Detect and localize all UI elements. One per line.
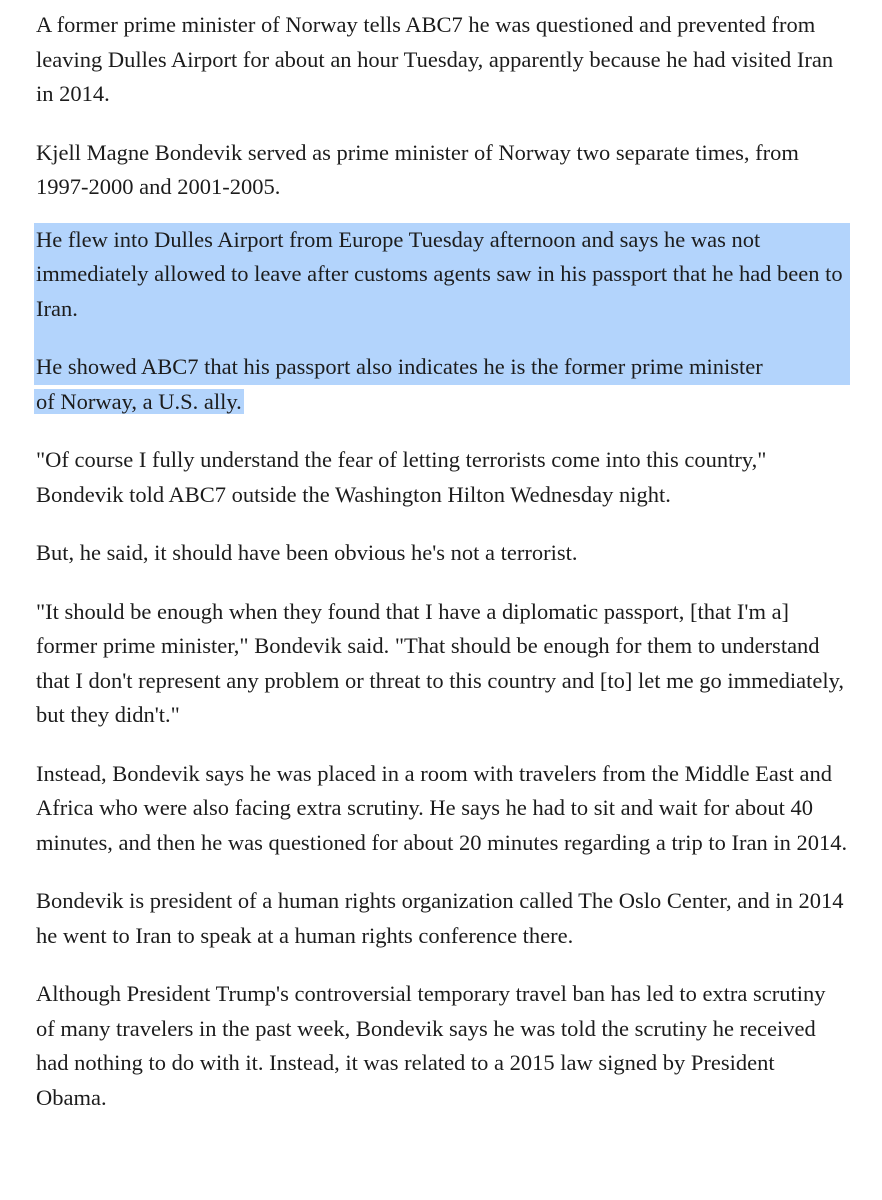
- paragraph-oslo-center: Bondevik is president of a human rights organization called The Oslo Center, and in 2014 he went to Iran to speak at a human rights conference there.: [36, 888, 844, 948]
- selected-text-block[interactable]: [36, 223, 848, 420]
- selected-line-2: of Norway, a U.S. ally.: [36, 388, 242, 414]
- paragraph-not-terrorist: But, he said, it should have been obvious he's not a terrorist.: [36, 540, 578, 565]
- paragraph-intro: A former prime minister of Norway tells ABC7 he was questioned and prevented from leaving Dulles Airport for about an hour Tuesday, apparently because he had visited Iran in 2014.: [36, 12, 834, 106]
- paragraph-bondevik-terms: Kjell Magne Bondevik served as prime minister of Norway two separate times, from 1997-2000 and 2001-2005.: [36, 139, 799, 199]
- paragraph-quote-fear: "Of course I fully understand the fear of letting terrorists come into this country," Bondevik told ABC7 outside the Washington Hilton Wednesday night.: [36, 447, 767, 507]
- paragraph-quote-diplomatic-passport: "It should be enough when they found that I have a diplomatic passport, [that I'm a] former prime minister," Bondevik said. "That should be enough for them to understand that I don't represent any problem or threat to this country and [to] let me go immediately, but they didn't.": [36, 598, 844, 727]
- selected-line-1: He showed ABC7 that his passport also indicates he is the former prime minister: [34, 350, 850, 385]
- paragraph-travel-ban: Although President Trump's controversial temporary travel ban has led to extra scrutiny of many travelers in the past week, Bondevik says he was told the scrutiny he received had nothing to do with it. Instead, it was related to a 2015 law signed by President Obama.: [36, 981, 826, 1110]
- paragraph-flew-into-dulles[interactable]: He flew into Dulles Airport from Europe Tuesday afternoon and says he was not immediately allowed to leave after customs agents saw in his passport that he had been to Iran.: [34, 223, 850, 327]
- paragraph-placed-in-room: Instead, Bondevik says he was placed in a room with travelers from the Middle East and Africa who were also facing extra scrutiny. He says he had to sit and wait for about 40 minutes, and then he was questioned for about 20 minutes regarding a trip to Iran in 2014.: [36, 760, 848, 855]
- paragraph-showed-passport[interactable]: [36, 350, 848, 419]
- selection-gap: [34, 326, 850, 350]
